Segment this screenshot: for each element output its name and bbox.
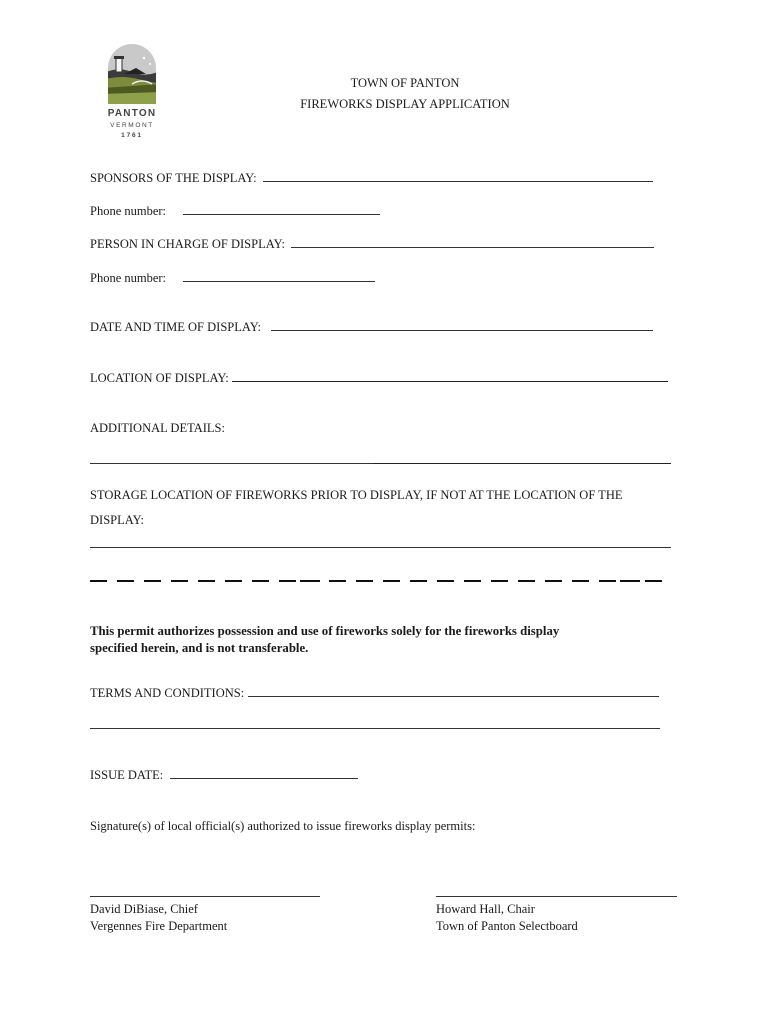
person-phone-input-line[interactable]: [183, 281, 375, 282]
separator-dash: [437, 580, 454, 582]
sponsors-label: SPONSORS OF THE DISPLAY:: [90, 171, 257, 185]
separator-dash: [300, 580, 320, 582]
person-in-charge-label: PERSON IN CHARGE OF DISPLAY:: [90, 237, 285, 251]
additional-details-input-line-b[interactable]: [373, 463, 671, 464]
separator-dash: [383, 580, 400, 582]
storage-location-label: STORAGE LOCATION OF FIREWORKS PRIOR TO DISPLAY, IF NOT AT THE LOCATION OF THE: [90, 488, 623, 502]
logo-year: 1761: [121, 132, 143, 139]
person-phone-label: Phone number:: [90, 271, 167, 285]
signatory-org-selectboard: Town of Panton Selectboard: [436, 919, 578, 933]
separator-dash: [117, 580, 134, 582]
logo-state-name: VERMONT: [110, 122, 154, 129]
separator-dash: [518, 580, 535, 582]
signatory-name-fire-chief: David DiBiase, Chief: [90, 902, 198, 916]
separator-dash: [356, 580, 373, 582]
dashed-separator: [90, 580, 662, 584]
sponsors-phone-input-line[interactable]: [183, 214, 380, 215]
additional-details-label: ADDITIONAL DETAILS:: [90, 421, 225, 435]
separator-dash: [252, 580, 269, 582]
separator-dash: [225, 580, 242, 582]
permit-notice-line1: This permit authorizes possession and use of fireworks solely for the fireworks display: [90, 624, 560, 638]
person-in-charge-input-line[interactable]: [291, 247, 654, 248]
separator-dash: [599, 580, 616, 582]
separator-dash: [329, 580, 346, 582]
document-title-application: FIREWORKS DISPLAY APPLICATION: [300, 97, 510, 111]
sponsors-input-line[interactable]: [263, 181, 653, 182]
signatures-label: Signature(s) of local official(s) authorized to issue fireworks display permits:: [90, 819, 476, 833]
issue-date-input-line[interactable]: [170, 778, 358, 779]
separator-dash: [620, 580, 640, 582]
signatory-name-selectboard-chair: Howard Hall, Chair: [436, 902, 535, 916]
separator-dash: [198, 580, 215, 582]
town-logo: [102, 44, 168, 144]
logo-town-name: PANTON: [107, 108, 157, 119]
separator-dash: [572, 580, 589, 582]
separator-dash: [645, 580, 662, 582]
separator-dash: [90, 580, 107, 582]
storage-location-label-cont: DISPLAY:: [90, 513, 144, 527]
additional-details-input-line-a[interactable]: [90, 463, 373, 464]
separator-dash: [410, 580, 427, 582]
issue-date-label: ISSUE DATE:: [90, 768, 164, 782]
signature-line-selectboard-chair[interactable]: [436, 896, 677, 897]
panton-emblem-icon: [102, 44, 162, 106]
separator-dash: [545, 580, 562, 582]
document-title-town: TOWN OF PANTON: [350, 76, 460, 90]
terms-conditions-input-line-2[interactable]: [90, 728, 660, 729]
permit-notice-line2: specified herein, and is not transferable.: [90, 641, 309, 655]
location-label: LOCATION OF DISPLAY:: [90, 371, 229, 385]
sponsors-phone-label: Phone number:: [90, 204, 167, 218]
location-input-line[interactable]: [232, 381, 668, 382]
terms-conditions-input-line[interactable]: [248, 696, 659, 697]
date-time-input-line[interactable]: [271, 330, 653, 331]
separator-dash: [279, 580, 296, 582]
terms-conditions-label: TERMS AND CONDITIONS:: [90, 686, 245, 700]
separator-dash: [144, 580, 161, 582]
separator-dash: [171, 580, 188, 582]
permit-notice: [90, 623, 670, 657]
signatory-org-fire-department: Vergennes Fire Department: [90, 919, 228, 933]
signature-line-fire-chief[interactable]: [90, 896, 320, 897]
separator-dash: [491, 580, 508, 582]
storage-location-input-line[interactable]: [90, 547, 671, 548]
date-time-label: DATE AND TIME OF DISPLAY:: [90, 320, 262, 334]
separator-dash: [464, 580, 481, 582]
